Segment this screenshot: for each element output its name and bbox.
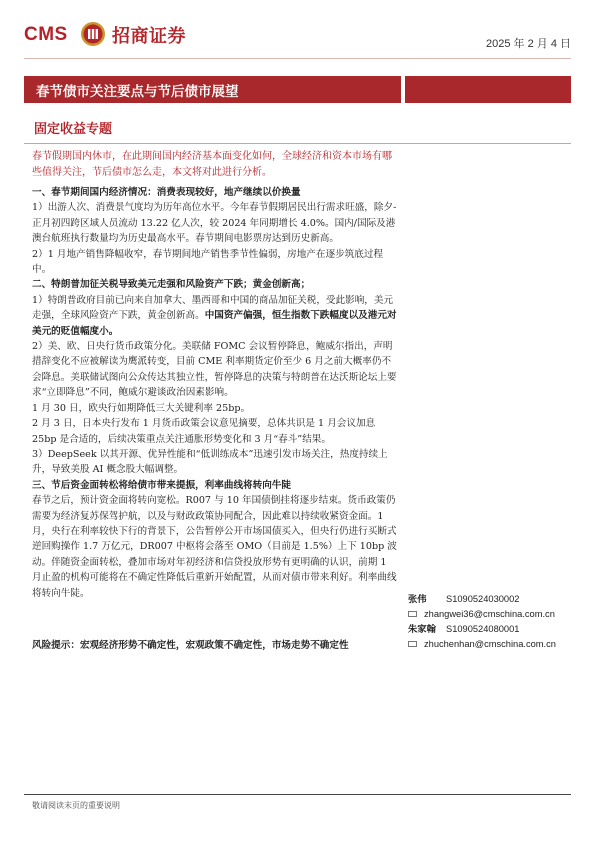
analyst-1-email[interactable]: zhangwei36@cmschina.com.cn (424, 609, 555, 619)
section-2-heading: 二、特朗普加征关税导致美元走强和风险资产下跌；黄金创新高； (32, 279, 311, 291)
analyst-1-name: 张伟 (408, 594, 427, 605)
analyst-1-cert: S1090524030002 (446, 594, 520, 604)
footer-note: 敬请阅读末页的重要说明 (32, 801, 120, 810)
section-2-paragraph-1-text: 1）特朗普政府目前已向来自加拿大、墨西哥和中国的商品加征关税，受此影响，美元走强，全球风险资产下跌，黄金创新高。 (32, 294, 394, 322)
analysts (408, 592, 578, 652)
section-3-heading: 三、节后资金面转松将给债市带来提振，利率曲线将转向牛陡 (32, 479, 292, 491)
body-text (32, 185, 397, 601)
section-2-paragraph-3: 1 月 30 日，欧央行如期降低三大关键利率 25bp。 (32, 402, 251, 414)
section-2-paragraph-2: 2）美、欧、日央行货币政策分化。美联储 FOMC 会议暂停降息，鲍威尔指出，声明措辞变化不应被解读为鹰派转变，目前 CME 利率期货定价至少 6 月之前大概率仍不会降息。美联储试图向公众传达其独立性，暂停降息的决策与特朗普在达沃斯论坛上要求“立即降息”不同，鲍威尔避谈政治因素影响。 (32, 341, 397, 399)
analyst-2-name: 朱家翰 (408, 624, 436, 635)
logo-badge-icon (80, 21, 106, 47)
title-side-block (405, 76, 571, 103)
risk-warning: 风险提示：宏观经济形势不确定性，宏观政策不确定性，市场走势不确定性 (32, 640, 349, 651)
mail-icon (408, 611, 417, 617)
section-3-paragraph-1: 春节之后，预计资金面将转向宽松。R007 与 10 年国债倒挂将逐步结束。货币政策仍需要为经济复苏保驾护航，以及与财政政策协同配合，因此难以持续收紧资金面。1 月，央行在利率较快下行的背景下，公告暂停公开市场国债买入，但央行仍进行买断式逆回购操作 1.7 万亿元，DR007 中枢将会落至 OMO（目前是 1.5%）上下 10bp 波动。伴随资金面转松，叠加市场对年初经济和信贷投放形势有更明确的认识，前期 1 月止盈的机构可能将在不确定性降低后重新开始配置，从而对债市带来利好。利率曲线将转向牛陡。 (32, 495, 397, 599)
section-2-paragraph-4: 2 月 3 日，日本央行发布 1 月货币政策会议意见摘要，总体共识是 1 月会议加息 25bp 是合适的，后续决策重点关注通胀形势变化和 3 月“春斗”结果。 (32, 418, 376, 445)
section-2-paragraph-1-emphasis: 中国资产偏强，恒生指数下跌幅度以及港元对美元的贬值幅度小。 (32, 310, 397, 337)
analyst-2-cert: S1090524080001 (446, 624, 520, 634)
header-divider (24, 58, 571, 59)
subtitle-divider (24, 143, 571, 144)
section-2-paragraph-1 (32, 293, 397, 339)
footer-divider (24, 794, 571, 795)
section-1-paragraph-1: 1）出游人次、消费景气度均为历年高位水平。今年春节假期居民出行需求旺盛，除夕-正月初四跨区域人员流动 13.22 亿人次，较 2024 年同期增长 4.0%。国内/国际及港澳台航班执行数量均为历史最高水平。春节期间电影票房达到历史新高。 (32, 202, 397, 245)
mail-icon (408, 641, 417, 647)
analyst-2-email[interactable]: zhuchenhan@cmschina.com.cn (424, 639, 556, 649)
analyst-2-email-row (408, 637, 578, 652)
report-subtitle: 固定收益专题 (34, 122, 113, 137)
section-1-paragraph-2: 2）1 月地产销售降幅收窄，春节期间地产销售季节性偏弱，房地产在逐步筑底过程中。 (32, 248, 384, 276)
section-2-paragraph-5: 3）DeepSeek 以其开源、优异性能和“低训练成本”迅速引发市场关注，热度持续上升，导致美股 AI 概念股大幅调整。 (32, 448, 388, 476)
section-1-heading: 一、春节期间国内经济情况：消费表现较好，地产继续以价换量 (32, 187, 301, 198)
analyst-2-row (408, 622, 578, 637)
logo-cn: 招商证券 (112, 26, 186, 47)
report-date: 2025 年 2 月 4 日 (486, 38, 571, 50)
logo-cms: CMS (24, 24, 68, 45)
report-title: 春节债市关注要点与节后债市展望 (36, 84, 239, 100)
summary: 春节假期国内休市，在此期间国内经济基本面变化如何，全球经济和资本市场有哪些值得关注，节后债市怎么走，本文将对此进行分析。 (32, 151, 392, 178)
analyst-1-row (408, 592, 578, 607)
analyst-1-email-row (408, 607, 578, 622)
